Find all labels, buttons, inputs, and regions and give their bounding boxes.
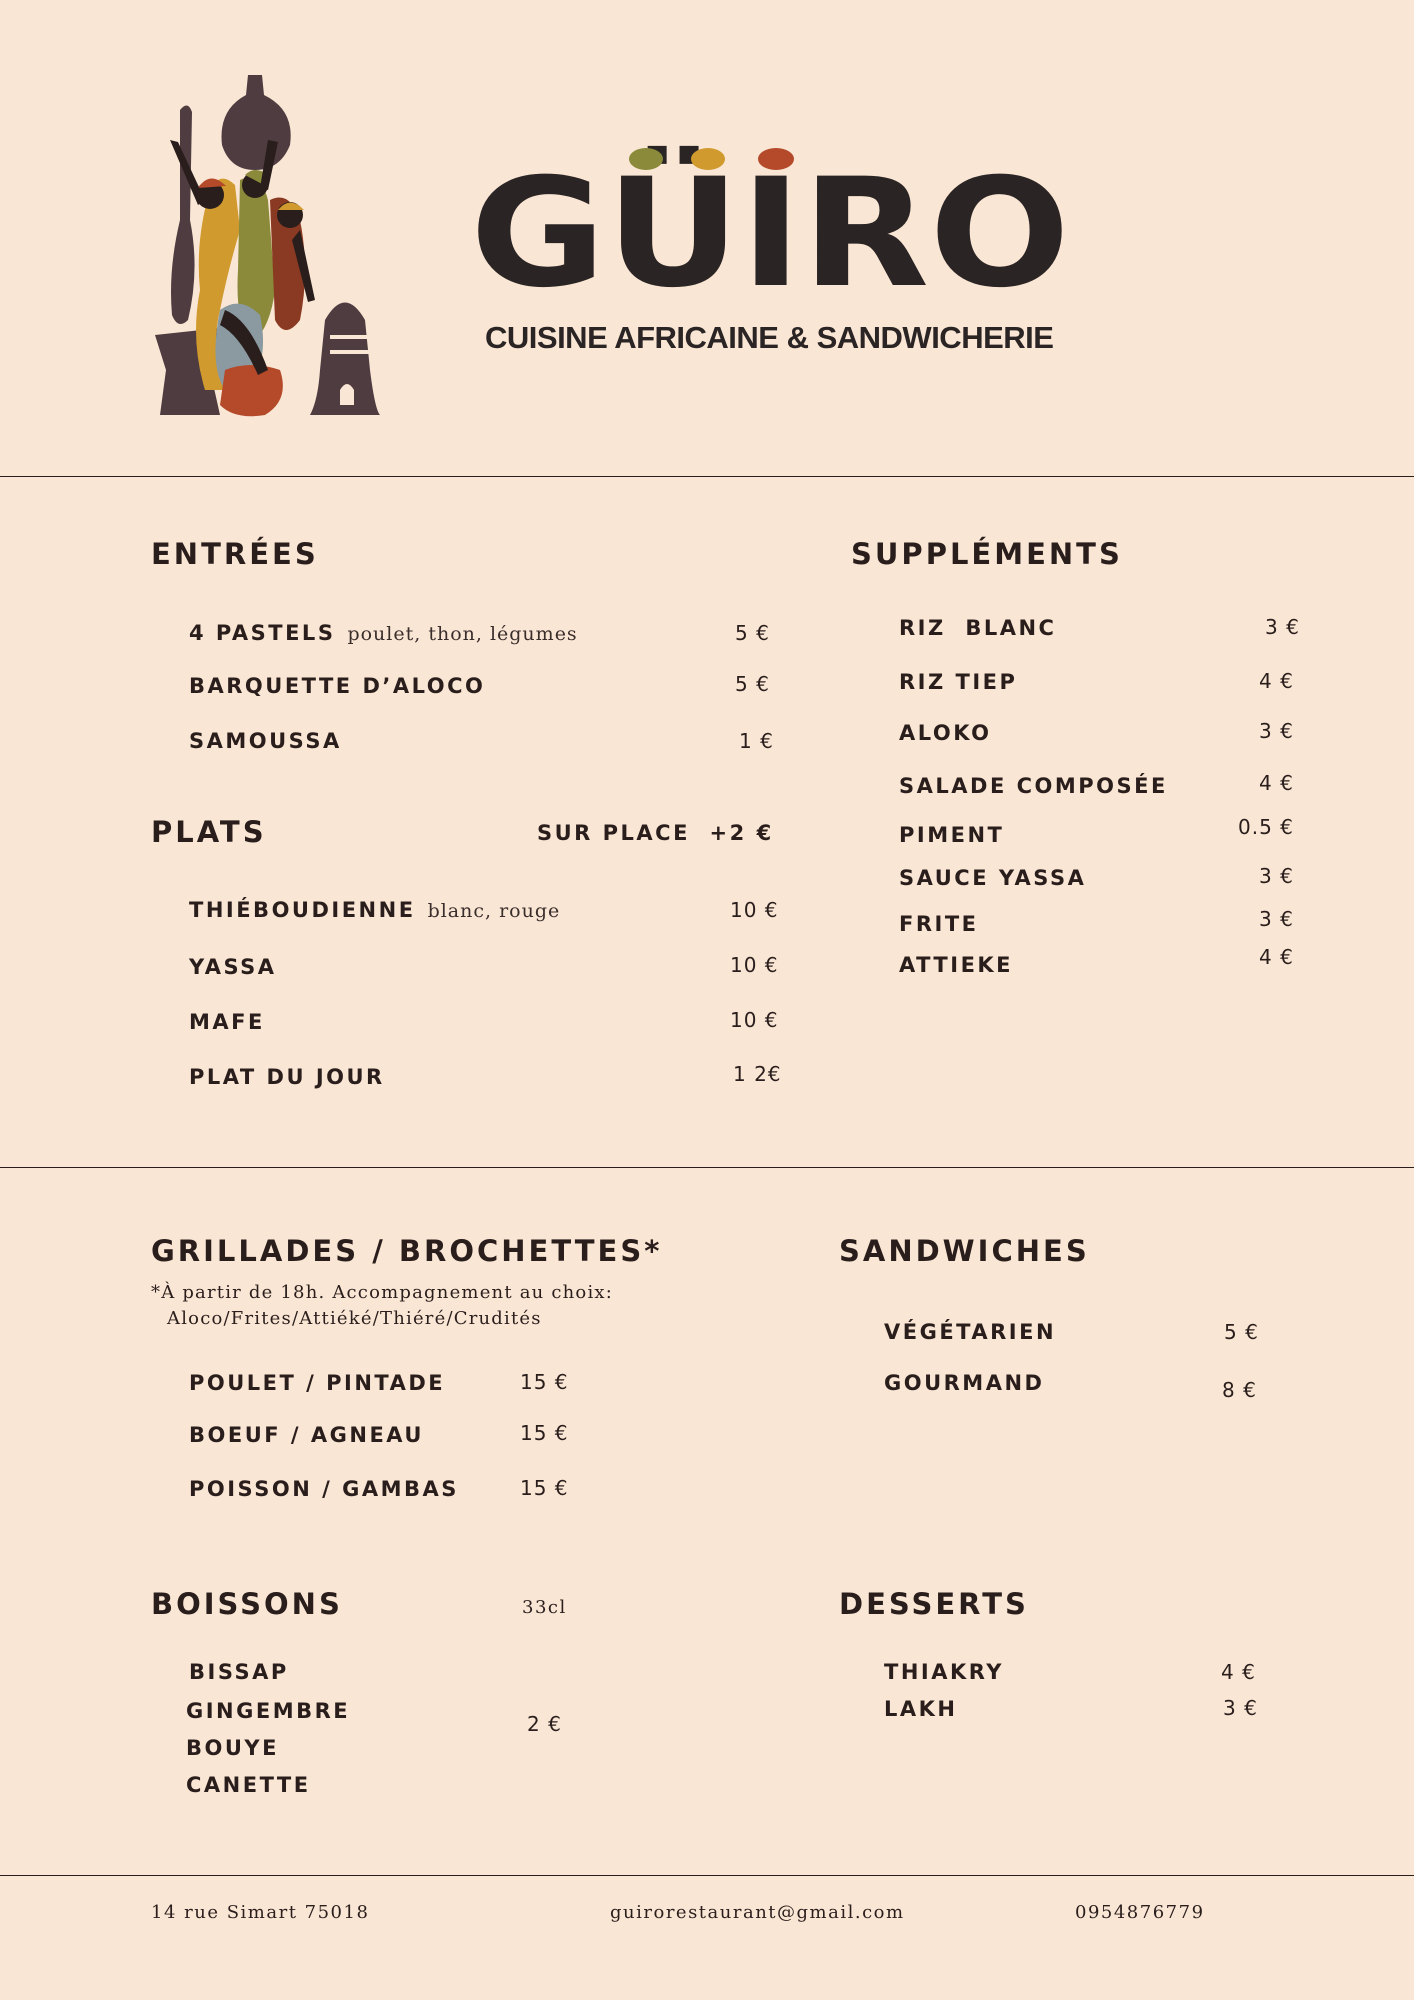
menu-item: RIZ BLANC — [899, 616, 1057, 640]
item-price: 5 € — [735, 621, 770, 645]
menu-item: ATTIEKE — [899, 953, 1014, 977]
menu-item: PIMENT — [899, 823, 1005, 847]
section-title-grillades: GRILLADES / BROCHETTES* — [151, 1234, 663, 1268]
section-title-sandwiches: SANDWICHES — [839, 1234, 1090, 1268]
menu-item: GOURMAND — [884, 1371, 1045, 1395]
menu-item: FRITE — [899, 912, 979, 936]
item-price: 15 € — [520, 1476, 569, 1500]
item-price: 10 € — [730, 898, 779, 922]
drink-item: BOUYE — [186, 1736, 279, 1760]
item-description: blanc, rouge — [427, 900, 561, 922]
grillades-note: *À partir de 18h. Accompagnement au choix: — [151, 1282, 614, 1303]
item-description: poulet, thon, légumes — [347, 623, 578, 645]
item-price: 0.5 € — [1238, 815, 1294, 839]
menu-item: POULET / PINTADE — [189, 1371, 446, 1395]
item-price: 10 € — [730, 1008, 779, 1032]
tagline: CUISINE AFRICAINE & SANDWICHERIE — [485, 320, 1054, 355]
drink-item: GINGEMBRE — [186, 1699, 351, 1723]
sur-place-surcharge: SUR PLACE +2 € — [537, 821, 774, 845]
item-price: 1 € — [739, 729, 774, 753]
item-price: 4 € — [1221, 1660, 1256, 1684]
menu-item: VÉGÉTARIEN — [884, 1320, 1057, 1344]
african-women-illustration-icon — [150, 70, 400, 420]
item-price: 5 € — [735, 672, 770, 696]
item-price: 15 € — [520, 1421, 569, 1445]
item-price: 5 € — [1224, 1320, 1259, 1344]
menu-item: BOEUF / AGNEAU — [189, 1423, 424, 1447]
item-price: 3 € — [1259, 864, 1294, 888]
footer-address: 14 rue Simart 75018 — [151, 1902, 370, 1923]
menu-item: SAUCE YASSA — [899, 866, 1087, 890]
section-title-supplements: SUPPLÉMENTS — [851, 537, 1123, 571]
item-price: 1 2€ — [733, 1062, 782, 1086]
menu-item: SAMOUSSA — [189, 729, 342, 753]
menu-item: BARQUETTE D’ALOCO — [189, 674, 486, 698]
menu-item: POISSON / GAMBAS — [189, 1477, 459, 1501]
menu-item: ALOKO — [899, 721, 992, 745]
brand-name: GÜIRO — [470, 147, 1014, 305]
menu-item: SALADE COMPOSÉE — [899, 774, 1168, 798]
item-price: 4 € — [1259, 771, 1294, 795]
menu-item: 4 PASTELS poulet, thon, légumes — [189, 621, 578, 645]
ochre-dot-icon — [691, 148, 725, 170]
item-price: 3 € — [1259, 719, 1294, 743]
menu-item: THIÉBOUDIENNE blanc, rouge — [189, 898, 561, 922]
divider — [0, 1875, 1414, 1876]
menu-item: THIAKRY — [884, 1660, 1004, 1684]
item-price: 8 € — [1222, 1378, 1257, 1402]
menu-item: LAKH — [884, 1697, 958, 1721]
item-price: 4 € — [1259, 945, 1294, 969]
footer-phone[interactable]: 0954876779 — [1075, 1902, 1205, 1923]
drink-item: CANETTE — [186, 1773, 311, 1797]
item-price: 3 € — [1223, 1696, 1258, 1720]
menu-item: RIZ TIEP — [899, 670, 1018, 694]
brand-wordmark — [470, 145, 1080, 305]
drink-size: 33cl — [522, 1597, 567, 1618]
item-price: 15 € — [520, 1370, 569, 1394]
menu-item: MAFE — [189, 1010, 265, 1034]
olive-dot-icon — [629, 148, 663, 170]
item-price: 3 € — [1265, 615, 1300, 639]
item-price: 3 € — [1259, 907, 1294, 931]
drink-item: BISSAP — [189, 1660, 289, 1684]
section-title-desserts: DESSERTS — [839, 1587, 1029, 1621]
divider — [0, 476, 1414, 477]
footer-email[interactable]: guirorestaurant@gmail.com — [610, 1902, 905, 1923]
section-title-plats: PLATS — [151, 815, 267, 849]
drink-price: 2 € — [527, 1712, 562, 1736]
divider — [0, 1167, 1414, 1168]
item-price: 10 € — [730, 953, 779, 977]
item-price: 4 € — [1259, 669, 1294, 693]
menu-item: PLAT DU JOUR — [189, 1065, 385, 1089]
rust-dot-icon — [758, 148, 794, 170]
section-title-entrees: ENTRÉES — [151, 537, 319, 571]
menu-item: YASSA — [189, 955, 277, 979]
grillades-sides: Aloco/Frites/Attiéké/Thiéré/Crudités — [167, 1308, 542, 1329]
section-title-boissons: BOISSONS — [151, 1587, 343, 1621]
